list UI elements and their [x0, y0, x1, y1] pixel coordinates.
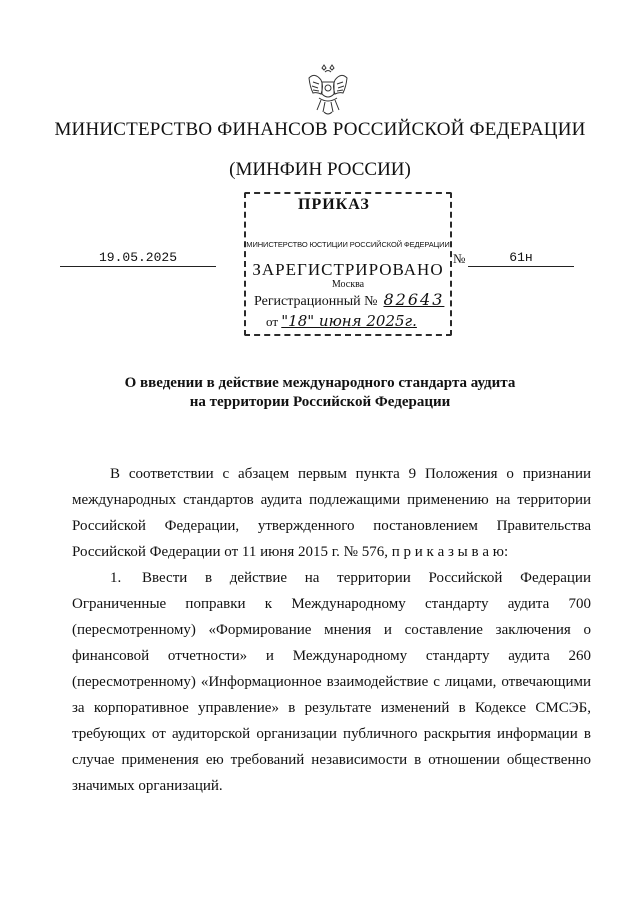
- stamp-date-prefix: от: [266, 314, 279, 329]
- document-type: ПРИКАЗ: [298, 196, 370, 213]
- stamp-date-line: [266, 312, 470, 330]
- ministry-short-name: (МИНФИН РОССИИ): [229, 159, 411, 180]
- item-1-paragraph: [72, 565, 591, 799]
- stamp-registration-label: Регистрационный №: [254, 294, 378, 309]
- preamble-paragraph: В соответствии с абзацем первым пункта 9 Положения о признании международных стандартов аудита подлежащими применению на территории Российской Федерации, утвержденного постановлением Правительства Российской Федерации от 11 июня 2015 г. № 576, п р и к а з ы в а ю:: [72, 466, 591, 560]
- document-title: [0, 374, 640, 412]
- stamp-organization: МИНИСТЕРСТВО ЮСТИЦИИ РОССИЙСКОЙ ФЕДЕРАЦИИ: [246, 240, 450, 249]
- item-1-text: Ввести в действие на территории Российской Федерации Ограниченные поправки к Международному стандарту аудита 700 (пересмотренному) «Формирование мнения и составление заключения о финансовой отчетности» и Международному стандарту аудита 260 (пересмотренному) «Информационное взаимодействие с лицами, отвечающими за корпоративное управление» в результате изменений в Кодексе СМСЭБ, требующих от аудиторской организации публичного раскрытия информации в случае применения ею требований независимости в отношении общественно значимых организаций.: [72, 570, 591, 794]
- title-line-2: на территории Российской Федерации: [189, 394, 451, 410]
- document-body: [72, 461, 591, 799]
- stamp-registration-line: [254, 290, 458, 310]
- order-date: [60, 250, 216, 267]
- coat-of-arms-icon: [305, 64, 351, 118]
- item-1-number: 1.: [110, 570, 122, 586]
- order-number-label: №: [453, 251, 466, 266]
- stamp-date-handwritten: "18" июня 2025г.: [281, 312, 417, 330]
- stamp-status: ЗАРЕГИСТРИРОВАНО: [252, 260, 444, 279]
- order-number: 61н: [468, 250, 574, 267]
- order-date-value: 19.05.2025: [98, 250, 177, 265]
- title-line-1: О введении в действие международного стандарта аудита: [124, 375, 516, 391]
- ministry-name: МИНИСТЕРСТВО ФИНАНСОВ РОССИЙСКОЙ ФЕДЕРАЦИИ: [54, 119, 586, 140]
- stamp-city: Москва: [331, 279, 365, 290]
- stamp-registration-number: 82643: [383, 290, 445, 309]
